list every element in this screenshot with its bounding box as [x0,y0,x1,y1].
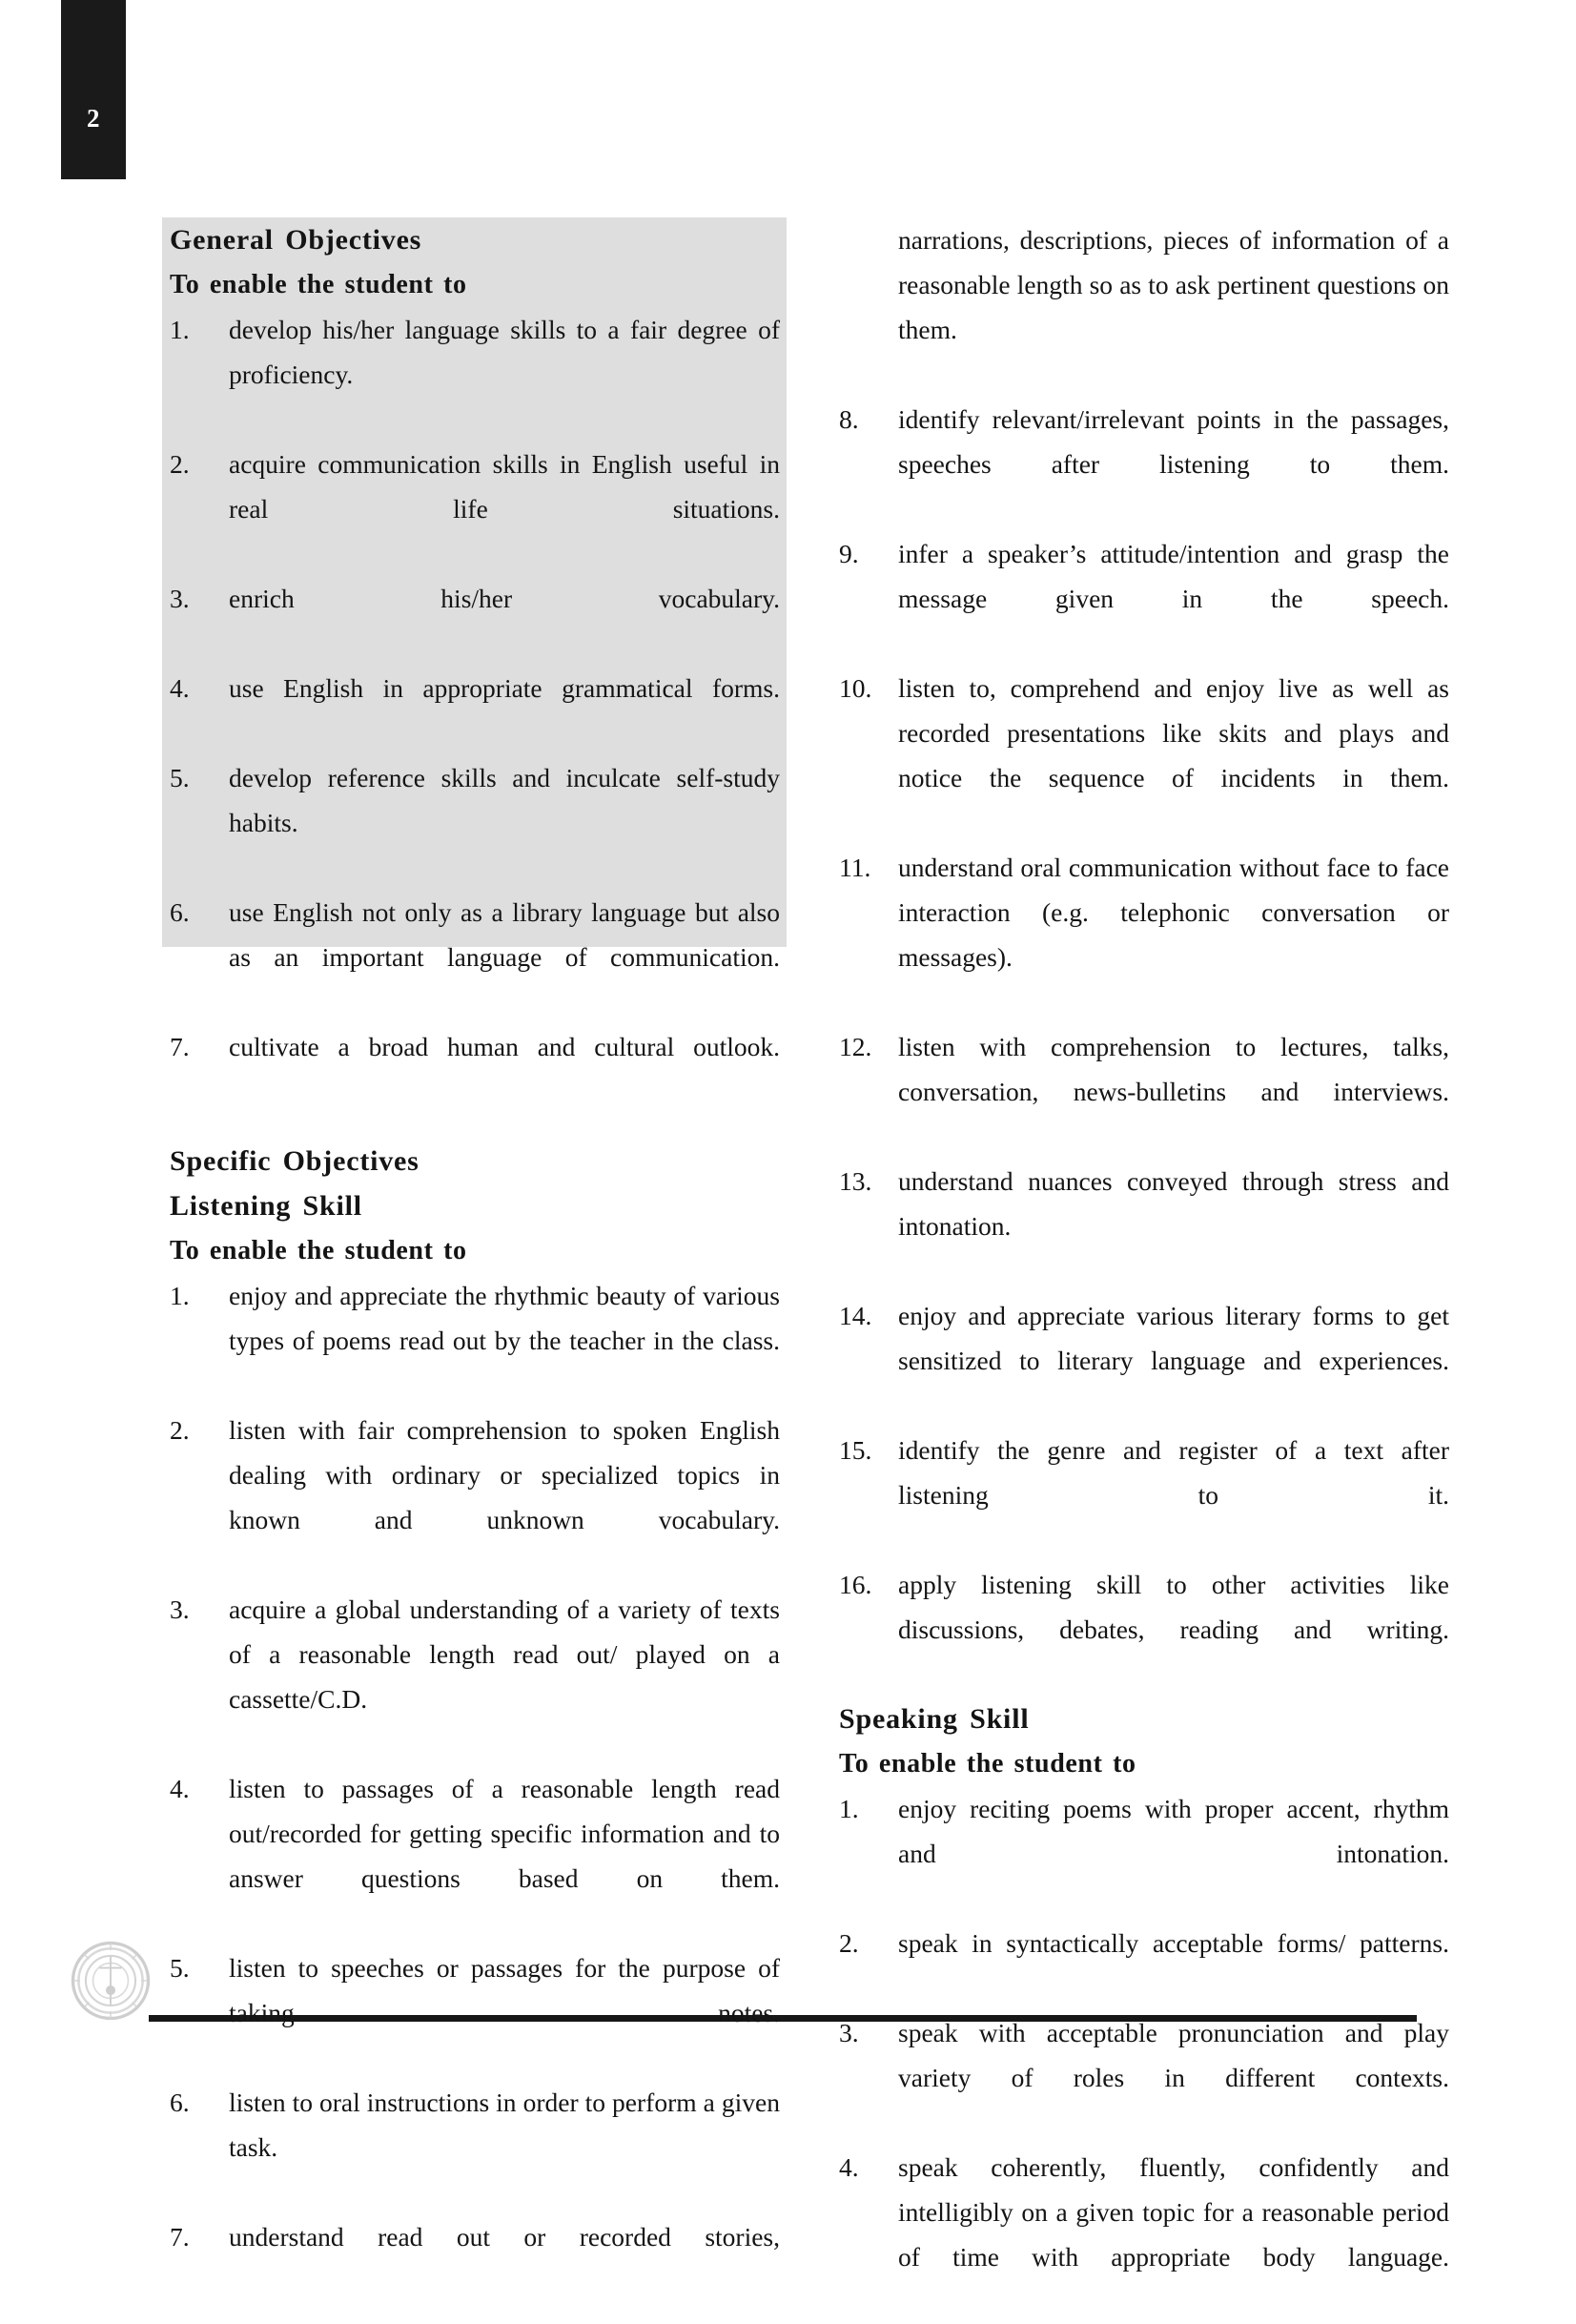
list-item [170,2214,780,2304]
list-item-number: 9. [839,539,859,568]
general-objectives-section [170,217,780,1114]
list-item-text: listen to oral instructions in order to perform a given task. [229,2087,780,2162]
list-item-number: 3. [170,584,190,613]
general-objectives-subheading: To enable the student to [170,270,467,299]
listening-item-7-continuation: narrations, descriptions, pieces of information of a reasonable length so as to ask pertinent questions on them. [898,225,1449,344]
list-item [839,397,1449,531]
speaking-skill-list [839,1786,1449,2324]
list-item-text: understand read out or recorded stories, [229,2222,780,2252]
list-item-number: 14. [839,1301,872,1330]
list-item-text: understand oral communication without face to face interaction (e.g. telephonic conversation or messages). [898,853,1449,972]
list-item-text: speak coherently, fluently, confidently and intelligibly on a given topic for a reasonable period of time with appropriate body language. [898,2152,1449,2272]
list-item [170,2080,780,2214]
list-item-number: 6. [170,897,190,927]
list-item-text: develop his/her language skills to a fair degree of proficiency. [229,315,780,389]
list-item-text: enjoy and appreciate the rhythmic beauty of various types of poems read out by the teacher in the class. [229,1281,780,1355]
list-item [170,442,780,576]
list-item-number: 7. [170,1032,190,1061]
list-item-number: 11. [839,853,871,882]
list-item-number: 2. [170,449,190,479]
list-item [839,1024,1449,1159]
list-item [839,845,1449,1024]
list-item-text: listen to passages of a reasonable length read out/recorded for getting specific information and to answer questions based on them. [229,1774,780,1893]
list-item-number: 5. [170,763,190,792]
list-item-number: 3. [839,2018,859,2047]
list-item [839,666,1449,845]
listening-skill-list [170,1273,780,2304]
list-item-text: use English not only as a library language but also as an important language of communication. [229,897,780,972]
list-item-text: acquire a global understanding of a variety of texts of a reasonable length read out/ played on a cassette/C.D. [229,1594,780,1714]
listening-skill-subheading: To enable the student to [170,1236,467,1265]
listening-skill-list-continued [839,397,1449,1697]
list-item-text: infer a speaker’s attitude/intention and grasp the message given in the speech. [898,539,1449,613]
list-item-text: identify the genre and register of a text after listening to it. [898,1435,1449,1510]
list-item [839,1293,1449,1428]
list-item-text: speak with acceptable pronunciation and play variety of roles in different contexts. [898,2018,1449,2092]
list-item-text: enjoy and appreciate various literary forms to get sensitized to literary language and experiences. [898,1301,1449,1375]
list-item-number: 2. [839,1928,859,1958]
list-item-text: listen with fair comprehension to spoken English dealing with ordinary or specialized topics in known and unknown vocabulary. [229,1415,780,1534]
list-item [170,307,780,442]
list-item-number: 6. [170,2087,190,2117]
list-item [170,1273,780,1408]
left-column [170,217,780,2304]
list-item-text: listen to, comprehend and enjoy live as well as recorded presentations like skits and plays and notice the sequence of incidents in them. [898,673,1449,792]
list-item-number: 5. [170,1953,190,1983]
list-item [170,576,780,666]
list-item [170,1408,780,1587]
list-item-text: cultivate a broad human and cultural outlook. [229,1032,780,1061]
list-item-number: 13. [839,1166,872,1196]
speaking-skill-section [839,1697,1449,2324]
seal-emblem-icon [71,1941,151,2021]
list-item [170,1587,780,1766]
list-item-text: enrich his/her vocabulary. [229,584,780,613]
list-item [839,1428,1449,1562]
list-item-text: listen with comprehension to lectures, talks, conversation, news-bulletins and interviews. [898,1032,1449,1106]
list-item-number: 1. [170,315,190,344]
list-item-number: 1. [170,1281,190,1310]
list-item-number: 4. [170,1774,190,1803]
list-item [839,1159,1449,1293]
list-item [839,1786,1449,1921]
list-item-number: 16. [839,1570,872,1599]
speaking-skill-heading: Speaking Skill [839,1703,1030,1735]
general-objectives-list [170,307,780,1114]
list-item [170,890,780,1024]
list-item-text: use English in appropriate grammatical forms. [229,673,780,703]
list-item [839,2010,1449,2145]
list-item-number: 12. [839,1032,872,1061]
list-item-text: develop reference skills and inculcate self-study habits. [229,763,780,837]
list-item-number: 3. [170,1594,190,1624]
list-item [839,2145,1449,2324]
listening-skill-heading: Listening Skill [170,1190,362,1222]
list-item [839,1921,1449,2010]
list-item-text: understand nuances conveyed through stress and intonation. [898,1166,1449,1241]
list-item-text: acquire communication skills in English useful in real life situations. [229,449,780,524]
list-item [170,1766,780,1945]
list-item [170,755,780,890]
list-item-number: 8. [839,404,859,434]
list-item-number: 4. [839,2152,859,2182]
list-item-text: identify relevant/irrelevant points in the passages, speeches after listening to them. [898,404,1449,479]
list-item-number: 1. [839,1794,859,1823]
list-item [170,1945,780,2080]
speaking-skill-subheading: To enable the student to [839,1749,1136,1779]
list-item-number: 15. [839,1435,872,1465]
general-objectives-heading: General Objectives [170,224,422,256]
list-item-number: 2. [170,1415,190,1445]
list-item [170,1024,780,1114]
list-item-text: enjoy reciting poems with proper accent, rhythm and intonation. [898,1794,1449,1868]
specific-objectives-section [170,1139,780,2304]
list-item-number: 7. [170,2222,190,2252]
list-item-number: 4. [170,673,190,703]
list-item-text: apply listening skill to other activities like discussions, debates, reading and writing. [898,1570,1449,1644]
list-item-text: listen to speeches or passages for the purpose of taking notes. [229,1953,780,2027]
right-column [839,217,1449,2324]
page-number: 2 [87,104,100,133]
list-item [170,666,780,755]
list-item [839,1562,1449,1697]
list-item-text: speak in syntactically acceptable forms/ patterns. [898,1928,1449,1958]
list-item-number: 10. [839,673,872,703]
specific-objectives-heading: Specific Objectives [170,1145,420,1177]
list-item [839,531,1449,666]
